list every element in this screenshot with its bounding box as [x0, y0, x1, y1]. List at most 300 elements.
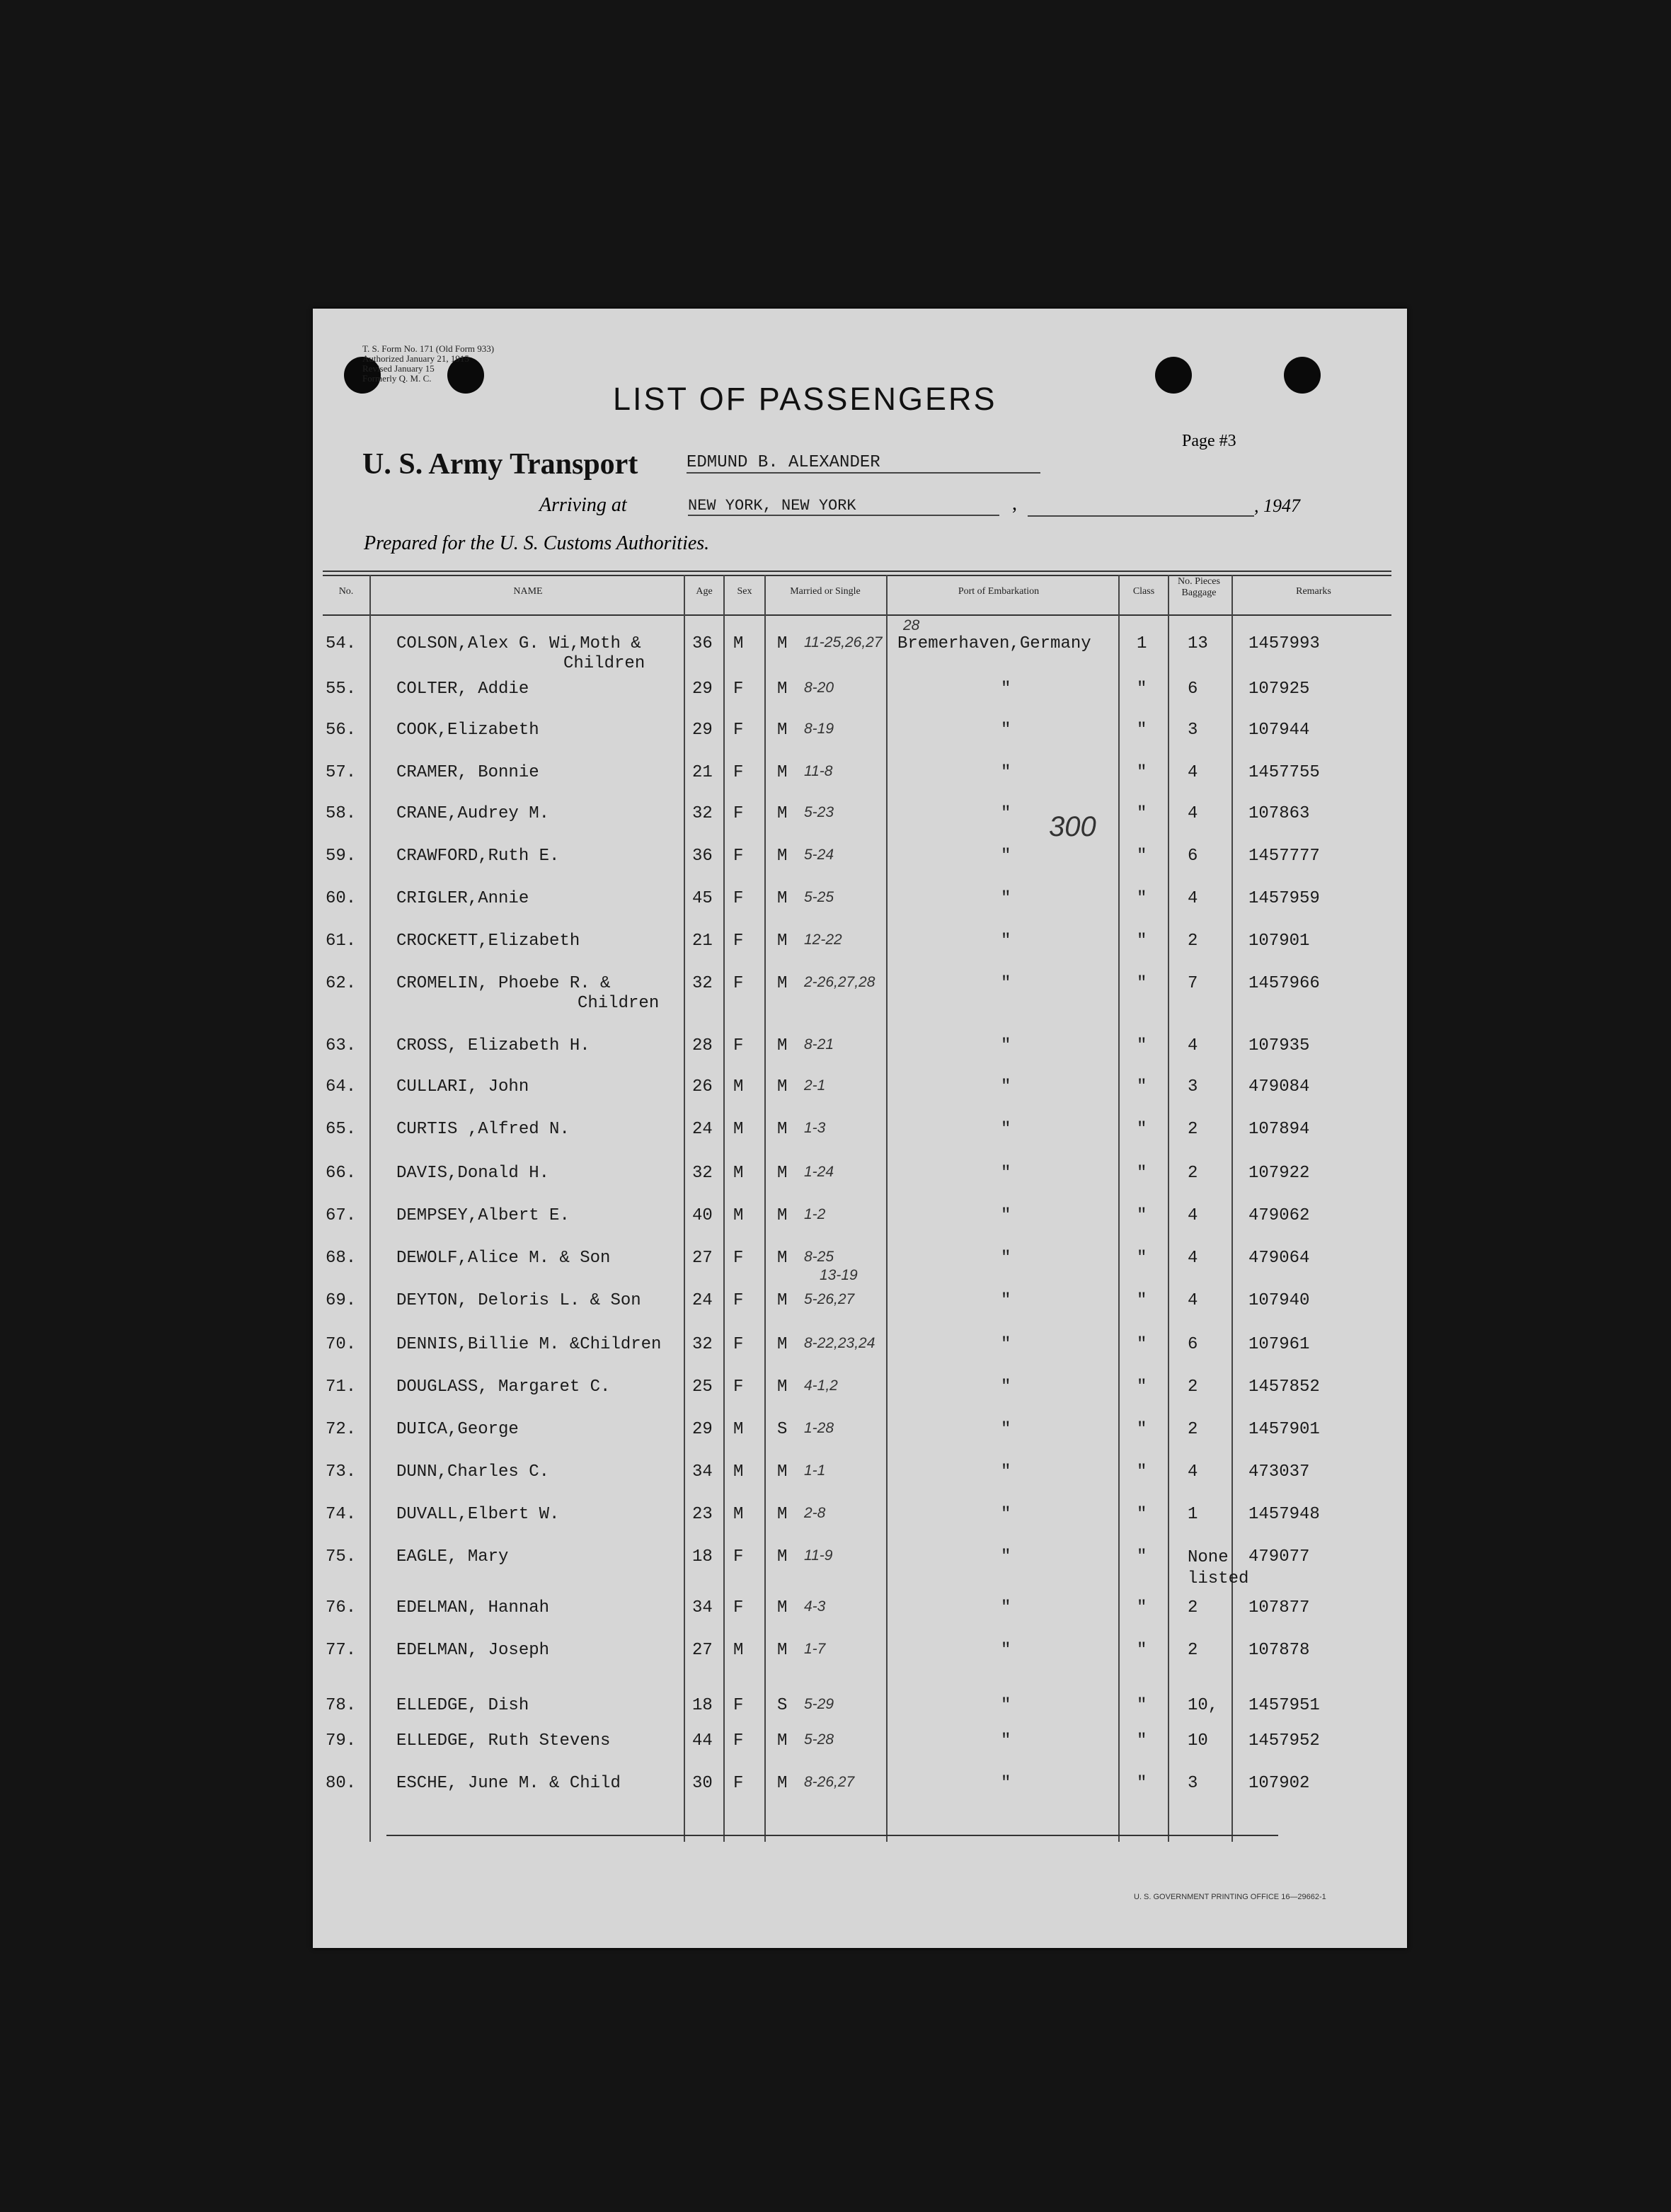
handwritten-date: 2-1: [804, 1077, 826, 1094]
marital-status: M: [777, 1641, 788, 1660]
passenger-sex: F: [733, 1291, 744, 1310]
form-line: Revised January 15: [362, 363, 435, 374]
passenger-sex: M: [733, 1077, 744, 1096]
class: ": [1137, 1036, 1147, 1055]
table-top-rule: [323, 571, 1391, 572]
remarks: 107878: [1248, 1641, 1310, 1660]
row-number: 67.: [326, 1206, 357, 1225]
passenger-age: 40: [692, 1206, 713, 1225]
passenger-sex: F: [733, 1249, 744, 1268]
port-of-embarkation: ": [1001, 1164, 1011, 1183]
class: ": [1137, 1641, 1147, 1660]
passenger-sex: M: [733, 634, 744, 653]
passenger-sex: F: [733, 847, 744, 866]
class: ": [1137, 974, 1147, 993]
baggage-pieces: 4: [1188, 889, 1198, 908]
marital-status: S: [777, 1420, 788, 1439]
remarks: 107940: [1248, 1291, 1310, 1310]
passenger-sex: F: [733, 1377, 744, 1397]
row-number: 56.: [326, 721, 357, 740]
passenger-name: CRIGLER,Annie: [396, 889, 529, 908]
marital-status: M: [777, 1291, 788, 1310]
passenger-sex: F: [733, 1696, 744, 1715]
comma-separator: ,: [1012, 493, 1017, 515]
remarks: 107894: [1248, 1120, 1310, 1139]
class: 1: [1137, 634, 1147, 653]
class: ": [1137, 1420, 1147, 1439]
passenger-age: 32: [692, 1164, 713, 1183]
row-number: 55.: [326, 680, 357, 699]
handwritten-annotation: 300: [1049, 811, 1096, 842]
punch-hole: [1284, 357, 1321, 394]
handwritten-date: 1-24: [804, 1164, 834, 1180]
passenger-sex: F: [733, 763, 744, 782]
remarks: 107922: [1248, 1164, 1310, 1183]
handwritten-date: 1-7: [804, 1641, 826, 1657]
passenger-name: DEYTON, Deloris L. & Son: [396, 1291, 641, 1310]
handwritten-date: 8-19: [804, 721, 834, 737]
remarks: 1457852: [1248, 1377, 1320, 1397]
page-title: LIST OF PASSENGERS: [613, 381, 997, 417]
port-of-embarkation: ": [1001, 1120, 1011, 1139]
passenger-name: ELLEDGE, Ruth Stevens: [396, 1731, 611, 1750]
passenger-name: DUNN,Charles C.: [396, 1462, 550, 1482]
marital-status: M: [777, 1077, 788, 1096]
row-number: 75.: [326, 1547, 357, 1566]
row-number: 72.: [326, 1420, 357, 1439]
row-number: 60.: [326, 889, 357, 908]
port-of-embarkation: ": [1001, 974, 1011, 993]
port-of-embarkation: ": [1001, 1462, 1011, 1482]
row-number: 61.: [326, 932, 357, 951]
marital-status: M: [777, 763, 788, 782]
baggage-pieces: 3: [1188, 1774, 1198, 1793]
column-rule: [1118, 575, 1120, 1842]
class: ": [1137, 763, 1147, 782]
port-of-embarkation: ": [1001, 1547, 1011, 1566]
baggage-pieces: 1: [1188, 1505, 1198, 1524]
class: ": [1137, 1462, 1147, 1482]
column-rule: [369, 575, 371, 1842]
port-of-embarkation: ": [1001, 1291, 1011, 1310]
port-of-embarkation: ": [1001, 1774, 1011, 1793]
marital-status: M: [777, 1505, 788, 1524]
handwritten-date: 1-2: [804, 1206, 826, 1222]
marital-status: M: [777, 1036, 788, 1055]
baggage-pieces: 10,: [1188, 1696, 1219, 1715]
row-number: 65.: [326, 1120, 357, 1139]
port-of-embarkation: ": [1001, 1641, 1011, 1660]
handwritten-date: 11-8: [804, 763, 833, 779]
class: ": [1137, 1291, 1147, 1310]
header-sex: Sex: [737, 586, 752, 597]
baggage-pieces: 3: [1188, 1077, 1198, 1096]
baggage-pieces: 4: [1188, 804, 1198, 823]
marital-status: M: [777, 1462, 788, 1482]
baggage-pieces: 2: [1188, 1598, 1198, 1617]
row-number: 64.: [326, 1077, 357, 1096]
baggage-pieces: 2: [1188, 932, 1198, 951]
baggage-pieces: 2: [1188, 1641, 1198, 1660]
handwritten-date: 2-26,27,28: [804, 974, 875, 990]
passenger-sex: F: [733, 932, 744, 951]
handwritten-date: 4-3: [804, 1598, 826, 1615]
passenger-name: CROMELIN, Phoebe R. &: [396, 974, 611, 993]
handwritten-date: 8-22,23,24: [804, 1335, 875, 1351]
marital-status: M: [777, 634, 788, 653]
arriving-label: Arriving at: [539, 494, 627, 516]
passenger-age: 29: [692, 721, 713, 740]
class: ": [1137, 1731, 1147, 1750]
remarks: 1457755: [1248, 763, 1320, 782]
form-line: Formerly Q. M. C.: [362, 373, 432, 384]
remarks: 1457777: [1248, 847, 1320, 866]
page-number: Page #3: [1182, 432, 1236, 450]
handwritten-date: 2-8: [804, 1505, 826, 1521]
marital-status: M: [777, 974, 788, 993]
baggage-pieces: 13: [1188, 634, 1208, 653]
baggage-pieces: 2: [1188, 1420, 1198, 1439]
passenger-sex: F: [733, 1598, 744, 1617]
passenger-age: 36: [692, 847, 713, 866]
port-of-embarkation: ": [1001, 1696, 1011, 1715]
form-line: T. S. Form No. 171 (Old Form 933): [362, 343, 495, 354]
handwritten-date: 1-3: [804, 1120, 826, 1136]
passenger-name: CROSS, Elizabeth H.: [396, 1036, 590, 1055]
column-rule: [886, 575, 888, 1842]
passenger-name: CROCKETT,Elizabeth: [396, 932, 580, 951]
passenger-sex: M: [733, 1120, 744, 1139]
remarks: 107935: [1248, 1036, 1310, 1055]
baggage-pieces: 4: [1188, 1291, 1198, 1310]
passenger-age: 29: [692, 680, 713, 699]
passenger-name: COLTER, Addie: [396, 680, 529, 699]
baggage-pieces: 4: [1188, 1462, 1198, 1482]
row-number: 79.: [326, 1731, 357, 1750]
baggage-pieces: 6: [1188, 1335, 1198, 1354]
baggage-pieces: None listed: [1188, 1548, 1249, 1588]
passenger-sex: F: [733, 1547, 744, 1566]
printing-office-footer: U. S. GOVERNMENT PRINTING OFFICE 16—29662-1: [1134, 1893, 1326, 1901]
baggage-pieces: 3: [1188, 721, 1198, 740]
remarks: 107961: [1248, 1335, 1310, 1354]
handwritten-date: 5-28: [804, 1731, 834, 1748]
header-age: Age: [696, 586, 713, 597]
class: ": [1137, 1505, 1147, 1524]
class: ": [1137, 680, 1147, 699]
passenger-age: 27: [692, 1641, 713, 1660]
passenger-sex: F: [733, 1036, 744, 1055]
marital-status: M: [777, 1164, 788, 1183]
passenger-name: EAGLE, Mary: [396, 1547, 509, 1566]
column-rule: [723, 575, 725, 1842]
port-of-embarkation: ": [1001, 1505, 1011, 1524]
remarks: 1457948: [1248, 1505, 1320, 1524]
remarks: 473037: [1248, 1462, 1310, 1482]
baggage-pieces: 4: [1188, 763, 1198, 782]
class: ": [1137, 1547, 1147, 1566]
handwritten-date: 5-26,27: [804, 1291, 855, 1307]
marital-status: M: [777, 1774, 788, 1793]
class: ": [1137, 1206, 1147, 1225]
passenger-sex: M: [733, 1164, 744, 1183]
baggage-pieces: 4: [1188, 1206, 1198, 1225]
passenger-age: 23: [692, 1505, 713, 1524]
passenger-age: 24: [692, 1120, 713, 1139]
marital-status: M: [777, 1731, 788, 1750]
handwritten-date: 5-25: [804, 889, 834, 905]
handwritten-date: 5-24: [804, 847, 834, 863]
passenger-age: 21: [692, 763, 713, 782]
handwritten-date: 8-20: [804, 680, 834, 696]
header-remarks: Remarks: [1296, 586, 1331, 597]
row-number: 76.: [326, 1598, 357, 1617]
port-of-embarkation: ": [1001, 1036, 1011, 1055]
passenger-name: EDELMAN, Hannah: [396, 1598, 550, 1617]
handwritten-date: 12-22: [804, 932, 842, 948]
passenger-age: 32: [692, 974, 713, 993]
port-of-embarkation: ": [1001, 847, 1011, 866]
handwritten-date: 4-1,2: [804, 1377, 838, 1394]
port-of-embarkation: ": [1001, 763, 1011, 782]
class: ": [1137, 932, 1147, 951]
class: ": [1137, 1077, 1147, 1096]
class: ": [1137, 1335, 1147, 1354]
handwritten-date: 11-9: [804, 1547, 833, 1564]
passenger-sex: F: [733, 1731, 744, 1750]
port-of-embarkation: ": [1001, 1249, 1011, 1268]
marital-status: M: [777, 721, 788, 740]
remarks: 107877: [1248, 1598, 1310, 1617]
remarks: 479084: [1248, 1077, 1310, 1096]
passenger-sex: F: [733, 889, 744, 908]
class: ": [1137, 1249, 1147, 1268]
remarks: 107944: [1248, 721, 1310, 740]
remarks: 107925: [1248, 680, 1310, 699]
transport-label: U. S. Army Transport: [362, 448, 638, 481]
marital-status: M: [777, 1377, 788, 1397]
passenger-name: CRAWFORD,Ruth E.: [396, 847, 560, 866]
passenger-age: 34: [692, 1462, 713, 1482]
passenger-sex: M: [733, 1420, 744, 1439]
passenger-age: 32: [692, 1335, 713, 1354]
passenger-sex: F: [733, 1774, 744, 1793]
passenger-name: CURTIS ,Alfred N.: [396, 1120, 570, 1139]
class: ": [1137, 1696, 1147, 1715]
passenger-sex: M: [733, 1505, 744, 1524]
remarks: 1457959: [1248, 889, 1320, 908]
header-baggage: No. Pieces Baggage: [1178, 576, 1220, 598]
header-port: Port of Embarkation: [958, 586, 1040, 597]
handwritten-date-extra: 13-19: [820, 1267, 858, 1283]
row-number: 62.: [326, 974, 357, 993]
header-class: Class: [1132, 586, 1155, 597]
passenger-name: CULLARI, John: [396, 1077, 529, 1096]
passenger-age: 32: [692, 804, 713, 823]
port-of-embarkation: ": [1001, 932, 1011, 951]
port-of-embarkation: ": [1001, 680, 1011, 699]
passenger-age: 18: [692, 1696, 713, 1715]
class: ": [1137, 721, 1147, 740]
class: ": [1137, 847, 1147, 866]
passenger-name: CRAMER, Bonnie: [396, 763, 539, 782]
marital-status: M: [777, 1249, 788, 1268]
remarks: 1457993: [1248, 634, 1320, 653]
remarks: 1457966: [1248, 974, 1320, 993]
marital-status: M: [777, 1598, 788, 1617]
passenger-sex: M: [733, 1641, 744, 1660]
row-number: 68.: [326, 1249, 357, 1268]
baggage-pieces: 6: [1188, 847, 1198, 866]
passenger-name: COOK,Elizabeth: [396, 721, 539, 740]
marital-status: M: [777, 1206, 788, 1225]
column-rule: [764, 575, 766, 1842]
prepared-note: Prepared for the U. S. Customs Authorities.: [364, 532, 710, 554]
port-of-embarkation: ": [1001, 1377, 1011, 1397]
baggage-pieces: 10: [1188, 1731, 1208, 1750]
year: , 1947: [1254, 495, 1300, 516]
passenger-name: CRANE,Audrey M.: [396, 804, 550, 823]
marital-status: M: [777, 804, 788, 823]
punch-hole: [1155, 357, 1192, 394]
passenger-sex: F: [733, 974, 744, 993]
row-number: 57.: [326, 763, 357, 782]
passenger-age: 25: [692, 1377, 713, 1397]
passenger-sex: F: [733, 804, 744, 823]
marital-status: M: [777, 1335, 788, 1354]
remarks: 1457951: [1248, 1696, 1320, 1715]
row-number: 70.: [326, 1335, 357, 1354]
column-rule: [1168, 575, 1169, 1842]
class: ": [1137, 1120, 1147, 1139]
passenger-name: DEMPSEY,Albert E.: [396, 1206, 570, 1225]
row-number: 80.: [326, 1774, 357, 1793]
remarks: 1457901: [1248, 1420, 1320, 1439]
remarks: 107902: [1248, 1774, 1310, 1793]
passenger-name-continued: Children: [563, 654, 645, 673]
marital-status: M: [777, 680, 788, 699]
class: ": [1137, 1164, 1147, 1183]
port-of-embarkation: Bremerhaven,Germany: [897, 634, 1091, 653]
port-of-embarkation: ": [1001, 1420, 1011, 1439]
remarks: 1457952: [1248, 1731, 1320, 1750]
passenger-age: 45: [692, 889, 713, 908]
arriving-value: NEW YORK, NEW YORK: [688, 497, 999, 516]
baggage-pieces: 4: [1188, 1036, 1198, 1055]
row-number: 73.: [326, 1462, 357, 1482]
row-number: 71.: [326, 1377, 357, 1397]
marital-status: M: [777, 1547, 788, 1566]
passenger-age: 21: [692, 932, 713, 951]
column-rule: [684, 575, 685, 1842]
marital-status: S: [777, 1696, 788, 1715]
passenger-age: 36: [692, 634, 713, 653]
passenger-name: DUVALL,Elbert W.: [396, 1505, 560, 1524]
passenger-sex: F: [733, 680, 744, 699]
port-of-embarkation: ": [1001, 1731, 1011, 1750]
marital-status: M: [777, 1120, 788, 1139]
handwritten-date: 5-23: [804, 804, 834, 820]
port-of-embarkation: ": [1001, 1077, 1011, 1096]
row-number: 63.: [326, 1036, 357, 1055]
passenger-age: 24: [692, 1291, 713, 1310]
passenger-name: DENNIS,Billie M. &Children: [396, 1335, 662, 1354]
passenger-age: 18: [692, 1547, 713, 1566]
class: ": [1137, 1774, 1147, 1793]
passenger-name: ESCHE, June M. & Child: [396, 1774, 621, 1793]
port-of-embarkation: ": [1001, 1335, 1011, 1354]
passenger-name: ELLEDGE, Dish: [396, 1696, 529, 1715]
port-of-embarkation: ": [1001, 1598, 1011, 1617]
passenger-name: EDELMAN, Joseph: [396, 1641, 550, 1660]
passenger-sex: F: [733, 1335, 744, 1354]
column-rule: [1231, 575, 1233, 1842]
passenger-sex: M: [733, 1206, 744, 1225]
handwritten-date: 1-1: [804, 1462, 826, 1479]
baggage-pieces: 4: [1188, 1249, 1198, 1268]
row-number: 69.: [326, 1291, 357, 1310]
date-line: [1028, 515, 1254, 517]
handwritten-date: 1-28: [804, 1420, 834, 1436]
remarks: 107901: [1248, 932, 1310, 951]
remarks: 479064: [1248, 1249, 1310, 1268]
marital-status: M: [777, 847, 788, 866]
handwritten-date: 5-29: [804, 1696, 834, 1712]
row-number: 58.: [326, 804, 357, 823]
handwritten-date: 8-26,27: [804, 1774, 855, 1790]
form-header: [362, 344, 494, 384]
table-bottom-rule: [386, 1835, 1278, 1836]
class: ": [1137, 889, 1147, 908]
port-of-embarkation: ": [1001, 889, 1011, 908]
marital-status: M: [777, 932, 788, 951]
row-number: 66.: [326, 1164, 357, 1183]
passenger-list-page: [313, 309, 1407, 1948]
header-no: No.: [338, 586, 354, 597]
port-of-embarkation: ": [1001, 804, 1011, 823]
header-name: NAME: [513, 586, 543, 597]
passenger-name: DAVIS,Donald H.: [396, 1164, 550, 1183]
form-line: Authorized January 21, 1915: [362, 353, 469, 364]
marital-status: M: [777, 889, 788, 908]
port-of-embarkation: ": [1001, 1206, 1011, 1225]
remarks: 479077: [1248, 1547, 1310, 1566]
baggage-pieces: 2: [1188, 1377, 1198, 1397]
passenger-age: 34: [692, 1598, 713, 1617]
remarks: 107863: [1248, 804, 1310, 823]
passenger-age: 27: [692, 1249, 713, 1268]
passenger-name-continued: Children: [578, 994, 660, 1013]
row-number: 78.: [326, 1696, 357, 1715]
class: ": [1137, 804, 1147, 823]
baggage-pieces: 6: [1188, 680, 1198, 699]
handwritten-date-extra: 28: [903, 617, 920, 634]
passenger-age: 28: [692, 1036, 713, 1055]
row-number: 74.: [326, 1505, 357, 1524]
port-of-embarkation: ": [1001, 721, 1011, 740]
remarks: 479062: [1248, 1206, 1310, 1225]
passenger-name: DOUGLASS, Margaret C.: [396, 1377, 611, 1397]
class: ": [1137, 1598, 1147, 1617]
header-marital: Married or Single: [790, 586, 861, 597]
handwritten-date: 8-25: [804, 1249, 834, 1265]
baggage-pieces: 2: [1188, 1164, 1198, 1183]
handwritten-date: 11-25,26,27: [804, 634, 883, 651]
passenger-age: 30: [692, 1774, 713, 1793]
row-number: 54.: [326, 634, 357, 653]
baggage-pieces: 7: [1188, 974, 1198, 993]
row-number: 59.: [326, 847, 357, 866]
